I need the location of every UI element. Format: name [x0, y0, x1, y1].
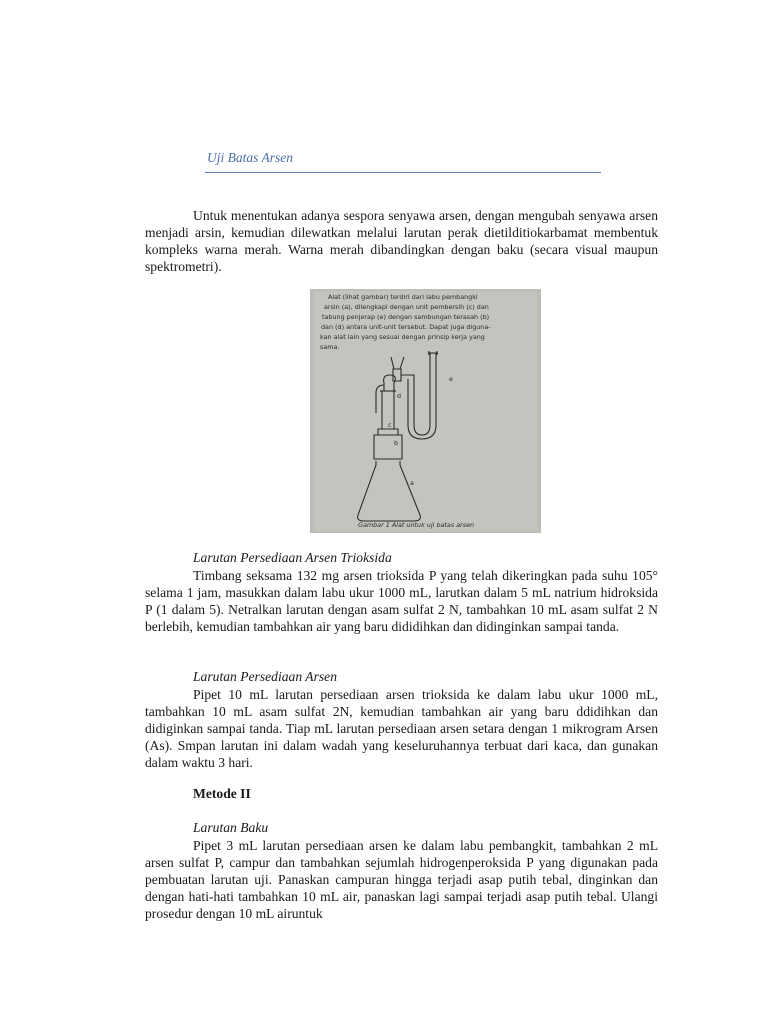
figure-text-line-4: dan (d) antara unit-unit tersebut. Dapat juga diguna-	[321, 323, 491, 331]
label-e: e	[449, 375, 453, 383]
figure-text-line-1: Alat (lihat gambar) terdiri dari labu pembangki	[328, 293, 478, 301]
section1-title: Larutan Persediaan Arsen Trioksida	[193, 550, 392, 565]
label-d: d	[397, 392, 402, 400]
section1-text: Timbang seksama 132 mg arsen trioksida P yang telah dikeringkan pada suhu 105° selama 1 jam, masukkan dalam labu ukur 1000 mL, larutkan dalam 5 mL natrium hidroksida P (1 dalam 5). Netralkan larutan dengan asam sulfat 2 N, tambahkan 10 mL asam sulfat 2 N berlebih, kemudian tambahkan air yang baru dididihkan dan didinginkan sampai tanda.	[145, 568, 658, 634]
label-a: a	[410, 479, 414, 487]
section3-text: Pipet 3 mL larutan persediaan arsen ke dalam labu pembangkit, tambahkan 2 mL arsen sulfat P, campur dan tambahkan sejumlah hidrogenperoksida P yang digunakan pada pembuatan larutan uji. Panaskan campuran hingga terjadi asap putih tebal, dinginkan dan dengan hati-hati tambahkan 10 mL air, panaskan lagi sampai terjadi asap putih tebal. Ulangi prosedur dengan 10 mL airuntuk	[145, 838, 658, 921]
figure-text-line-6: sama.	[320, 343, 340, 351]
section1-paragraph	[145, 567, 658, 635]
label-c: c	[388, 421, 392, 429]
apparatus-figure	[310, 289, 541, 533]
section2-text: Pipet 10 mL larutan persediaan arsen trioksida ke dalam labu ukur 1000 mL, tambahkan 10 mL asam sulfat 2N, kemudian tambahkan air yang baru ddidihkan dan didiginkan sampai tanda. Tiap mL larutan persediaan arsen setara dengan 1 mikrogram Arsen (As). Smpan larutan ini dalam wadah yang keseluruhannya terbuat dari kaca, dan gunakan dalam waktu 3 hari.	[145, 687, 658, 770]
section3-title: Larutan Baku	[193, 820, 269, 835]
method-heading: Metode II	[193, 786, 251, 801]
label-b: b	[394, 439, 399, 447]
intro-text: Untuk menentukan adanya sespora senyawa arsen, dengan mengubah senyawa arsen menjadi arsin, kemudian dilewatkan melalui larutan perak dietilditiokarbamat membentuk kompleks warna merah. Warna merah dibandingkan dengan baku (secara visual maupun spektrometri).	[145, 208, 658, 274]
figure-text-line-3: tabung penjerap (e) dengan sambungan terasah (b)	[322, 313, 490, 321]
figure-text-line-5: kan alat lain yang sesuai dengan prinsip kerja yang	[320, 333, 485, 341]
section2-title: Larutan Persediaan Arsen	[193, 669, 337, 684]
intro-paragraph	[145, 207, 658, 275]
section3-paragraph	[145, 837, 658, 922]
apparatus-illustration	[310, 289, 541, 533]
section-heading: Uji Batas Arsen	[205, 150, 601, 173]
section2-paragraph	[145, 686, 658, 771]
figure-text-line-2: arsin (a), dilengkapi dengan unit pembersih (c) dan	[324, 303, 489, 311]
figure-caption: Gambar 1 Alat untuk uji batas arsen	[358, 521, 475, 529]
